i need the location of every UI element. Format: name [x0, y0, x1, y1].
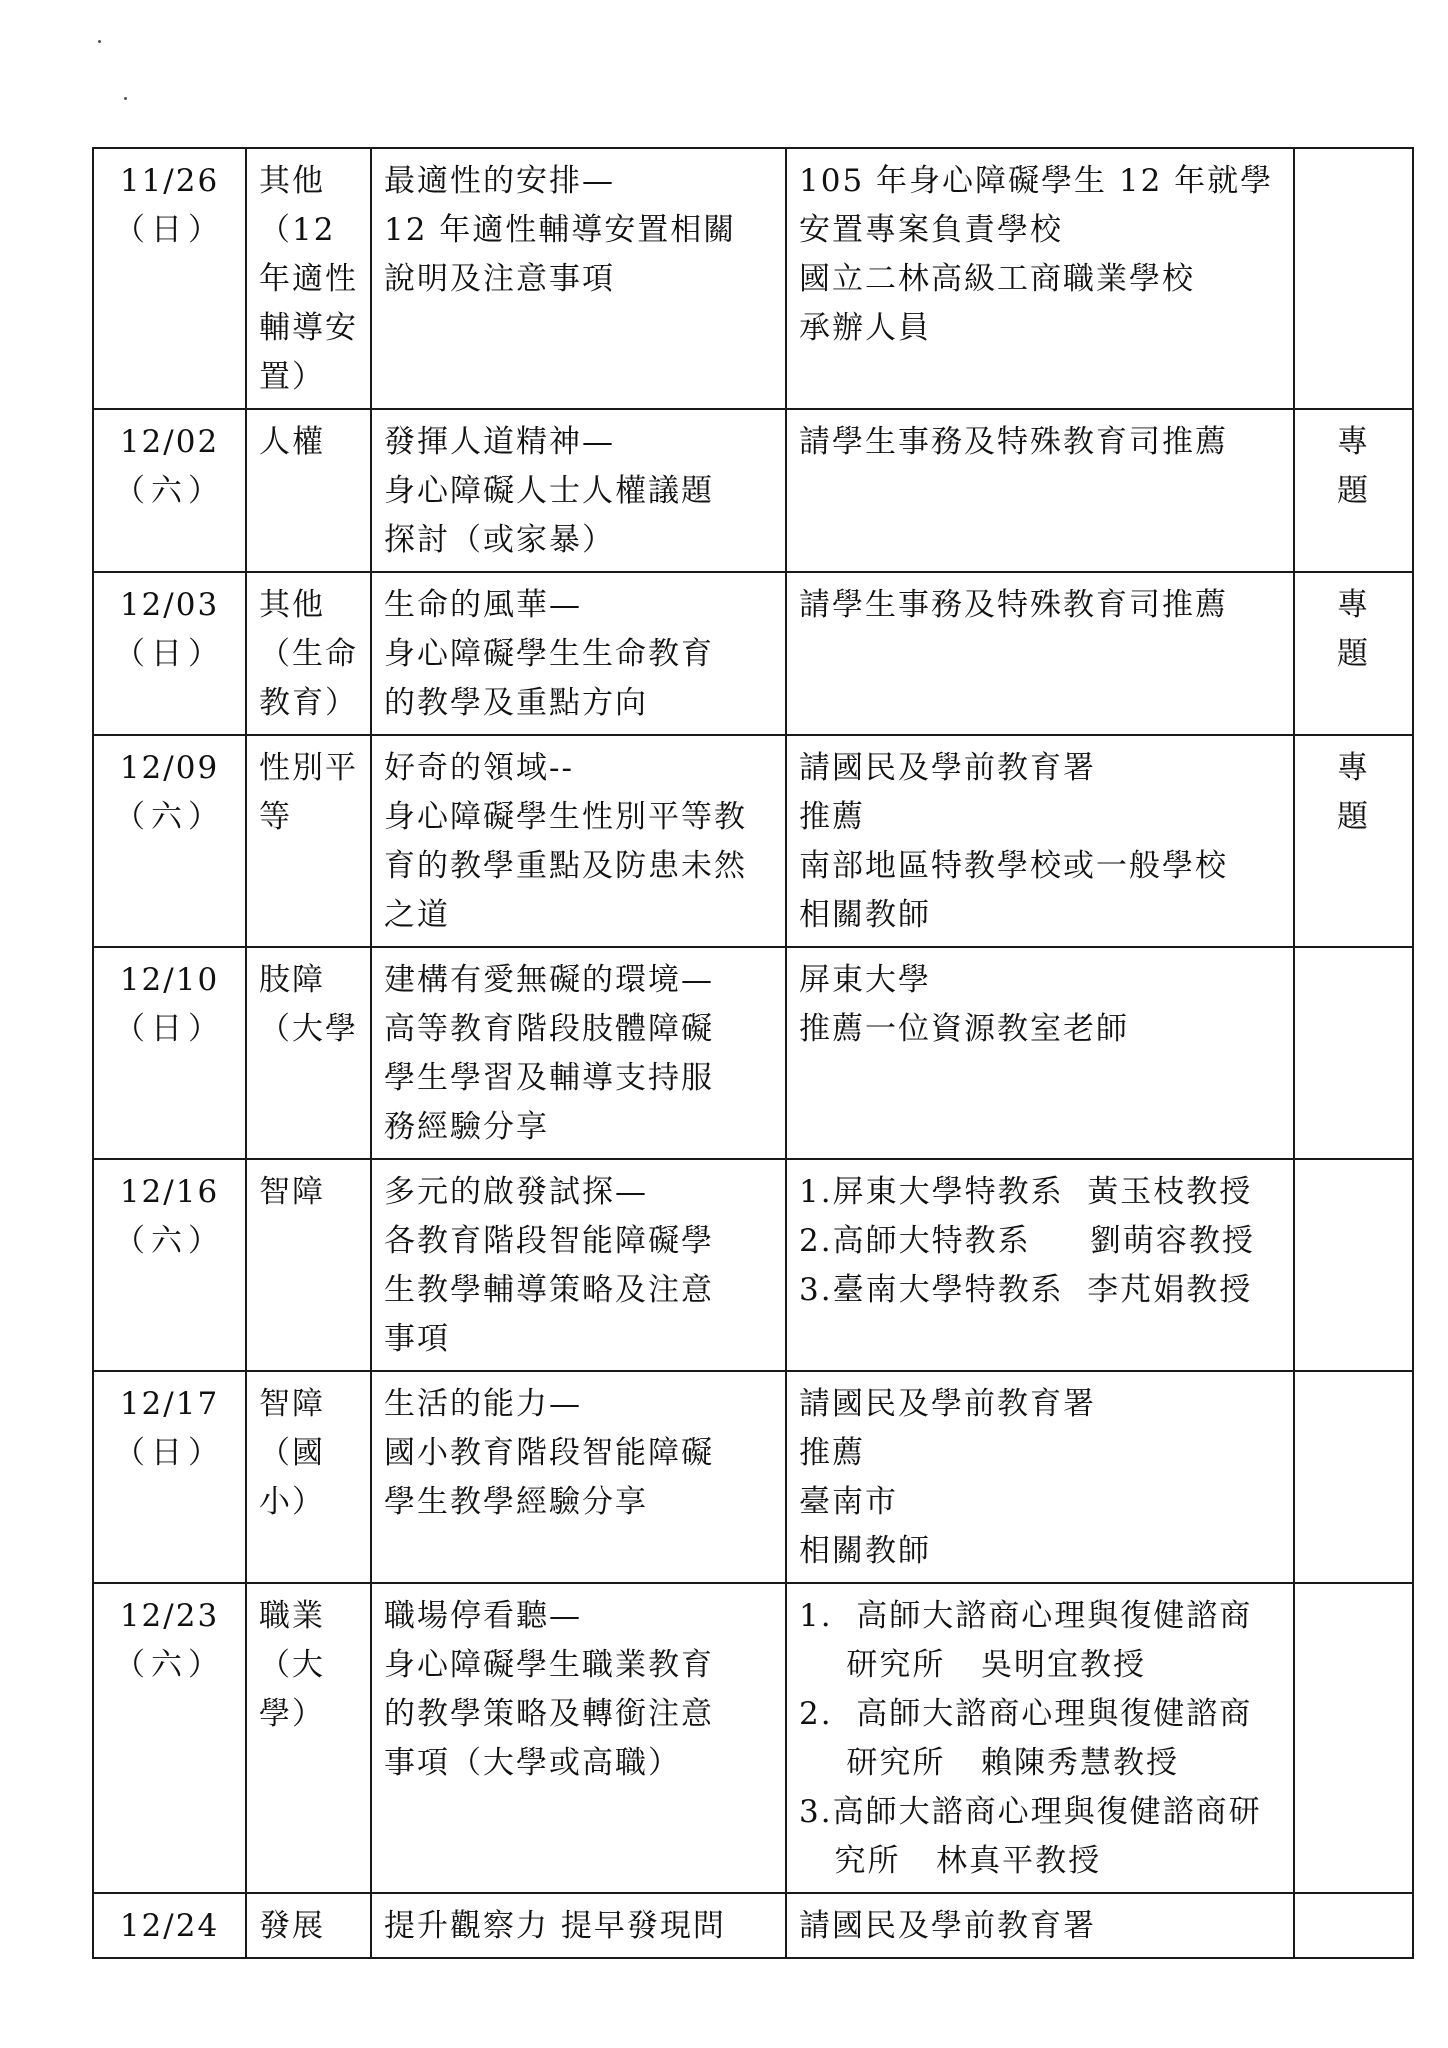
- date-cell: [93, 947, 246, 1159]
- category-cell: [246, 1159, 371, 1371]
- table-row: [93, 1159, 1413, 1371]
- speaker-line: 國立二林高級工商職業學校: [799, 261, 1195, 297]
- speaker-cell: [786, 947, 1294, 1159]
- topic-cell: [371, 148, 786, 409]
- speaker-line: 承辦人員: [799, 310, 931, 346]
- topic-line: 職場停看聽—: [384, 1598, 582, 1634]
- scan-speck: [124, 97, 127, 100]
- category-cell: [246, 1371, 371, 1583]
- table-row: [93, 1893, 1413, 1958]
- date-cell: [93, 572, 246, 735]
- category-cell: [246, 409, 371, 572]
- category-text: 職業（大學）: [259, 1598, 325, 1732]
- category-cell: [246, 947, 371, 1159]
- date-cell: [93, 1583, 246, 1893]
- table-row: [93, 1583, 1413, 1893]
- category-text: 其他（生命教育）: [259, 587, 358, 721]
- category-cell: [246, 735, 371, 947]
- weekday-text: （六）: [114, 473, 225, 509]
- weekday-text: （日）: [114, 1011, 225, 1047]
- category-text: 其他（12年適性輔導安置）: [259, 163, 358, 395]
- speaker-cell: [786, 148, 1294, 409]
- speaker-cell: [786, 735, 1294, 947]
- speaker-line: 1. 高師大諮商心理與復健諮商: [799, 1598, 1253, 1634]
- speaker-line: 請學生事務及特殊教育司推薦: [799, 424, 1228, 460]
- topic-line: 身心障礙人士人權議題: [384, 473, 714, 509]
- topic-line: 的教學策略及轉銜注意: [384, 1696, 714, 1732]
- note-cell: [1294, 1893, 1413, 1958]
- category-text: 智障（國小）: [259, 1386, 325, 1520]
- topic-line: 建構有愛無礙的環境—: [384, 962, 714, 998]
- topic-line: 好奇的領域--: [384, 750, 574, 786]
- speaker-line: 推薦: [799, 1435, 865, 1471]
- topic-line: 事項: [384, 1321, 450, 1357]
- topic-cell: [371, 1583, 786, 1893]
- note-line: 專: [1337, 587, 1370, 623]
- date-text: 12/09: [119, 750, 220, 786]
- note-cell: [1294, 947, 1413, 1159]
- topic-line: 務經驗分享: [384, 1109, 549, 1145]
- speaker-line: 相關教師: [799, 897, 931, 933]
- topic-cell: [371, 1893, 786, 1958]
- note-line: 題: [1337, 636, 1370, 672]
- date-text: 12/02: [119, 424, 220, 460]
- schedule-body: [93, 148, 1413, 1958]
- weekday-text: （日）: [114, 212, 225, 248]
- speaker-line: 3.臺南大學特教系 李芃娟教授: [799, 1272, 1253, 1308]
- topic-line: 生活的能力—: [384, 1386, 582, 1422]
- table-row: [93, 947, 1413, 1159]
- topic-cell: [371, 409, 786, 572]
- topic-line: 育的教學重點及防患未然: [384, 848, 747, 884]
- note-cell: [1294, 1159, 1413, 1371]
- topic-cell: [371, 572, 786, 735]
- date-text: 12/16: [119, 1174, 220, 1210]
- date-text: 12/03: [119, 587, 220, 623]
- speaker-line: 屏東大學: [799, 962, 931, 998]
- speaker-line: 2.高師大特教系 劉萌容教授: [799, 1223, 1255, 1259]
- speaker-line: 3.高師大諮商心理與復健諮商研: [799, 1794, 1262, 1830]
- note-line: 題: [1337, 799, 1370, 835]
- scan-speck: [98, 40, 101, 43]
- weekday-text: （六）: [114, 1223, 225, 1259]
- weekday-text: （六）: [114, 799, 225, 835]
- topic-cell: [371, 947, 786, 1159]
- date-text: 12/17: [119, 1386, 220, 1422]
- note-cell: [1294, 148, 1413, 409]
- topic-line: 的教學及重點方向: [384, 685, 648, 721]
- date-text: 12/23: [119, 1598, 220, 1634]
- category-text: 肢障（大學: [259, 962, 358, 1047]
- speaker-line: 1.屏東大學特教系 黃玉枝教授: [799, 1174, 1253, 1210]
- date-cell: [93, 735, 246, 947]
- speaker-cell: [786, 1583, 1294, 1893]
- note-line: 專: [1337, 750, 1370, 786]
- speaker-line: 臺南市: [799, 1484, 898, 1520]
- note-cell: [1294, 1371, 1413, 1583]
- topic-line: 國小教育階段智能障礙: [384, 1435, 714, 1471]
- speaker-cell: [786, 1893, 1294, 1958]
- category-text: 性別平等: [259, 750, 358, 835]
- speaker-line: 請學生事務及特殊教育司推薦: [799, 587, 1228, 623]
- date-cell: [93, 1159, 246, 1371]
- topic-line: 提升觀察力 提早發現問: [384, 1908, 726, 1944]
- note-cell: [1294, 735, 1413, 947]
- date-text: 12/24: [119, 1908, 220, 1944]
- topic-cell: [371, 1159, 786, 1371]
- schedule-table: [92, 147, 1414, 1959]
- note-cell: [1294, 572, 1413, 735]
- speaker-cell: [786, 1371, 1294, 1583]
- topic-line: 最適性的安排—: [384, 163, 615, 199]
- topic-line: 各教育階段智能障礙學: [384, 1223, 714, 1259]
- weekday-text: （日）: [114, 1435, 225, 1471]
- topic-line: 探討（或家暴）: [384, 522, 615, 558]
- speaker-line: 請國民及學前教育署: [799, 1386, 1096, 1422]
- note-line: 題: [1337, 473, 1370, 509]
- category-cell: [246, 1893, 371, 1958]
- speaker-line: 推薦一位資源教室老師: [799, 1011, 1129, 1047]
- topic-line: 12 年適性輔導安置相關: [384, 212, 737, 248]
- weekday-text: （日）: [114, 636, 225, 672]
- topic-line: 生命的風華—: [384, 587, 582, 623]
- topic-line: 身心障礙學生性別平等教: [384, 799, 747, 835]
- topic-line: 之道: [384, 897, 450, 933]
- speaker-line: 究所 林真平教授: [799, 1843, 1102, 1879]
- speaker-cell: [786, 572, 1294, 735]
- topic-cell: [371, 1371, 786, 1583]
- topic-line: 學生學習及輔導支持服: [384, 1060, 714, 1096]
- table-row: [93, 1371, 1413, 1583]
- note-cell: [1294, 409, 1413, 572]
- date-cell: [93, 1371, 246, 1583]
- category-text: 智障: [259, 1174, 325, 1210]
- speaker-line: 相關教師: [799, 1533, 931, 1569]
- category-cell: [246, 1583, 371, 1893]
- table-row: [93, 572, 1413, 735]
- table-row: [93, 409, 1413, 572]
- topic-line: 生教學輔導策略及注意: [384, 1272, 714, 1308]
- speaker-line: 105 年身心障礙學生 12 年就學: [799, 163, 1274, 199]
- topic-line: 高等教育階段肢體障礙: [384, 1011, 714, 1047]
- table-row: [93, 148, 1413, 409]
- date-cell: [93, 409, 246, 572]
- date-cell: [93, 1893, 246, 1958]
- speaker-line: 請國民及學前教育署: [799, 750, 1096, 786]
- date-cell: [93, 148, 246, 409]
- note-line: 專: [1337, 424, 1370, 460]
- topic-cell: [371, 735, 786, 947]
- topic-line: 學生教學經驗分享: [384, 1484, 648, 1520]
- table-row: [93, 735, 1413, 947]
- topic-line: 多元的啟發試探—: [384, 1174, 648, 1210]
- topic-line: 事項（大學或高職）: [384, 1745, 681, 1781]
- speaker-line: 安置專案負責學校: [799, 212, 1063, 248]
- speaker-line: 研究所 吳明宜教授: [799, 1647, 1146, 1683]
- topic-line: 身心障礙學生生命教育: [384, 636, 714, 672]
- topic-line: 說明及注意事項: [384, 261, 615, 297]
- topic-line: 身心障礙學生職業教育: [384, 1647, 714, 1683]
- category-text: 人權: [259, 424, 325, 460]
- weekday-text: （六）: [114, 1647, 225, 1683]
- date-text: 12/10: [119, 962, 220, 998]
- date-text: 11/26: [119, 163, 220, 199]
- speaker-line: 研究所 賴陳秀慧教授: [799, 1745, 1179, 1781]
- speaker-line: 南部地區特教學校或一般學校: [799, 848, 1228, 884]
- category-cell: [246, 572, 371, 735]
- speaker-line: 2. 高師大諮商心理與復健諮商: [799, 1696, 1253, 1732]
- note-cell: [1294, 1583, 1413, 1893]
- category-cell: [246, 148, 371, 409]
- speaker-cell: [786, 1159, 1294, 1371]
- speaker-line: 請國民及學前教育署: [799, 1908, 1096, 1944]
- speaker-cell: [786, 409, 1294, 572]
- topic-line: 發揮人道精神—: [384, 424, 615, 460]
- category-text: 發展: [259, 1908, 325, 1944]
- speaker-line: 推薦: [799, 799, 865, 835]
